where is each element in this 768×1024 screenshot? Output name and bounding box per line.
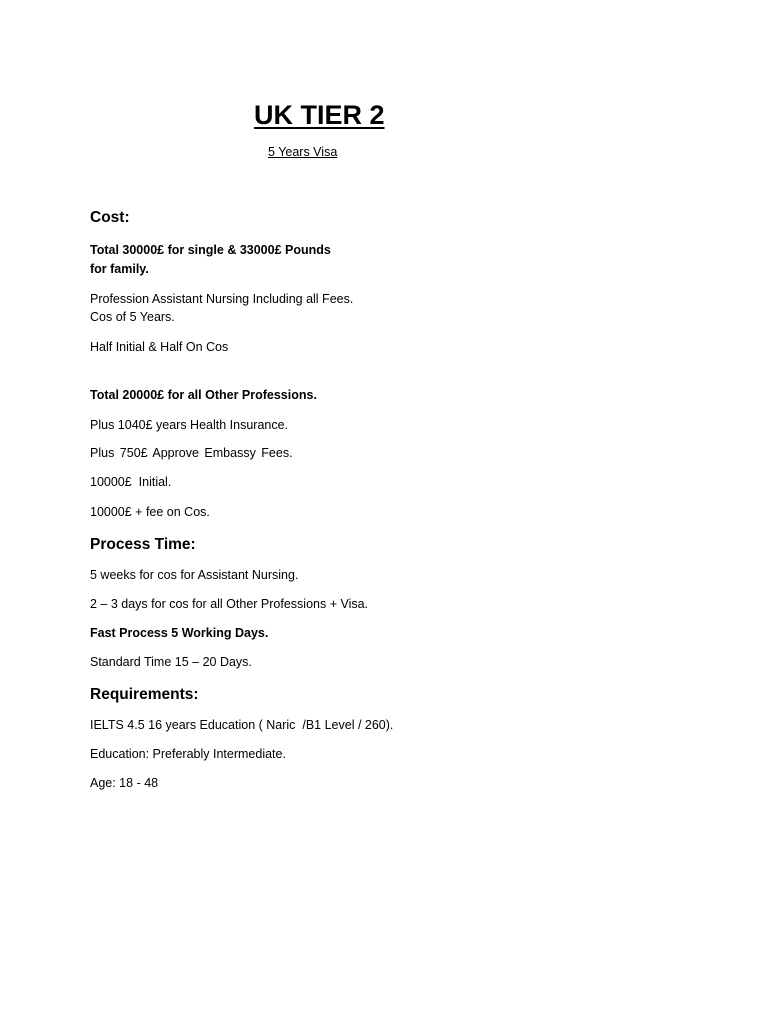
- single-family-cost-line2: for family.: [90, 262, 149, 276]
- initial-payment: 10000£ Initial.: [90, 475, 172, 489]
- age-requirement: Age: 18 - 48: [90, 776, 159, 790]
- other-professions-total: Total 20000£ for all Other Professions.: [90, 388, 317, 402]
- standard-time: Standard Time 15 – 20 Days.: [90, 655, 252, 669]
- other-cos-time: 2 – 3 days for cos for all Other Professions + Visa.: [90, 597, 369, 611]
- health-insurance-fee: Plus 1040£ years Health Insurance.: [90, 418, 289, 432]
- process-time-heading: Process Time:: [90, 536, 196, 553]
- ielts-requirement: IELTS 4.5 16 years Education ( Naric /B1 Level / 260).: [90, 718, 394, 732]
- requirements-heading: Requirements:: [90, 686, 199, 703]
- fast-process: Fast Process 5 Working Days.: [90, 626, 269, 640]
- embassy-fee: Plus 750£ Approve Embassy Fees.: [90, 446, 293, 460]
- page-title: UK TIER 2: [254, 100, 385, 130]
- cost-heading: Cost:: [90, 209, 130, 226]
- single-family-cost-line1: Total 30000£ for single & 33000£ Pounds: [90, 243, 331, 257]
- on-cos-payment: 10000£ + fee on Cos.: [90, 505, 210, 519]
- nursing-cost-line1: Profession Assistant Nursing Including all Fees.: [90, 292, 354, 306]
- payment-split: Half Initial & Half On Cos: [90, 340, 229, 354]
- nursing-cos-time: 5 weeks for cos for Assistant Nursing.: [90, 568, 299, 582]
- nursing-cost-line2: Cos of 5 Years.: [90, 310, 175, 324]
- page-subtitle: 5 Years Visa: [268, 145, 338, 159]
- education-requirement: Education: Preferably Intermediate.: [90, 747, 286, 761]
